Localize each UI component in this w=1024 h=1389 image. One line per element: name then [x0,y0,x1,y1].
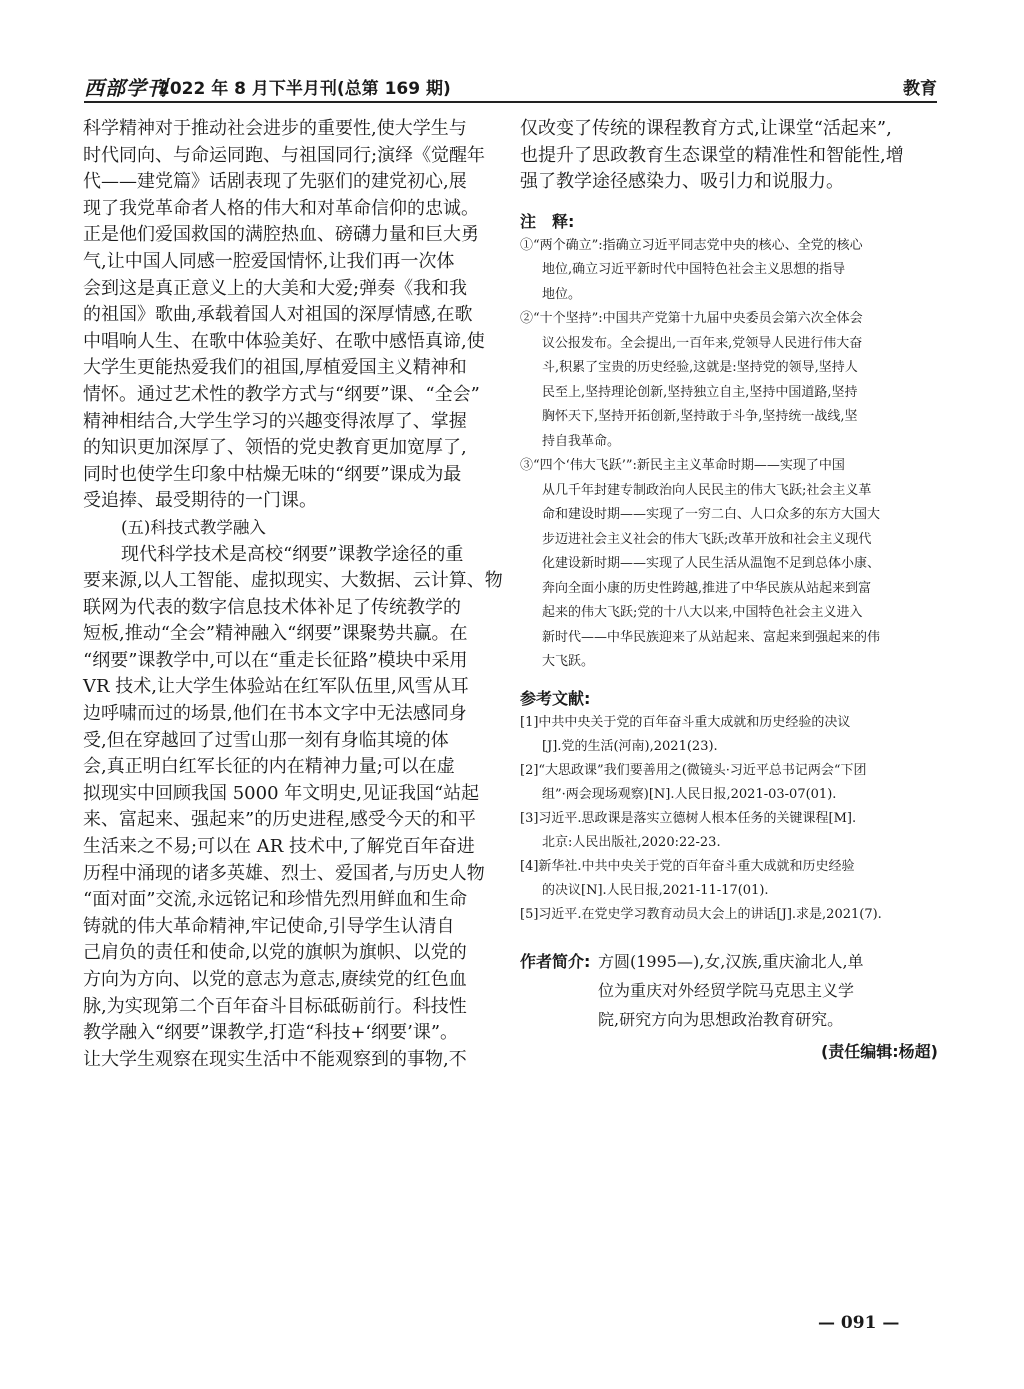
note-line: 胸怀天下,坚持开拓创新,坚持敢于斗争,坚持统一战线,坚 [542,409,858,425]
body-line: 气,让中国人同感一腔爱国情怀,让我们再一次体 [83,250,455,272]
reference-item [520,759,938,807]
body-line: 的祖国》歌曲,承载着国人对祖国的深厚情感,在歌 [83,304,473,326]
reference-line: [5]习近平.在党史学习教育动员大会上的讲话[J].求是,2021(7). [520,906,882,922]
right-column [520,116,938,1066]
running-header [84,72,937,98]
note-line: 议公报发布。全会提出,一百年来,党领导人民进行伟大奋 [542,335,863,351]
body-line: 中唱响人生、在歌中体验美好、在歌中感悟真谛,使 [83,330,485,352]
body-line: VR 技术,让大学生体验站在红军队伍里,风雪从耳 [83,676,469,698]
reference-line: [3]习近平.思政课是落实立德树人根本任务的关键课程[M]. [520,810,857,826]
body-line: 情怀。通过艺术性的教学方式与“纲要”课、“全会” [83,383,480,405]
body-line: 让大学生观察在现实生活中不能观察到的事物,不 [83,1048,467,1070]
body-line: 边呼啸而过的场景,他们在书本文字中无法感同身 [83,703,467,725]
note-line: 步迈进社会主义社会的伟大飞跃;改革开放和社会主义现代 [542,531,872,547]
body-line: 精神相结合,大学生学习的兴趣变得浓厚了、掌握 [83,410,467,432]
reference-line: [2]“大思政课”我们要善用之(微镜头·习近平总书记两会“下团 [520,762,867,778]
body-line: 拟现实中回顾我国 5000 年文明史,见证我国“站起 [83,782,480,804]
note-item [520,454,938,675]
page-number: — 091 — [818,1313,900,1333]
note-line: ③“四个‘伟大飞跃’”:新民主主义革命时期——实现了中国 [520,458,845,474]
body-line: 现代科学技术是高校“纲要”课教学途径的重 [121,543,464,565]
body-line: 联网为代表的数字信息技术体补足了传统教学的 [83,596,461,618]
body-line: 科学精神对于推动社会进步的重要性,使大学生与 [83,118,467,139]
note-line: 命和建设时期——实现了一穷二白、人口众多的东方大国大 [542,507,881,523]
note-line: 从几千年封建专制政治向人民民主的伟大飞跃;社会主义革 [542,482,872,498]
note-line: 持自我革命。 [542,433,621,449]
author-line: 位为重庆对外经贸学院马克思主义学 [598,980,855,1000]
note-line: ②“十个坚持”:中国共产党第十九届中央委员会第六次全体会 [520,311,863,327]
reference-item [520,855,938,903]
author-line: 方圆(1995—),女,汉族,重庆渝北人,单 [598,951,864,971]
header-rule [84,101,937,103]
body-line: 会到这是真正意义上的大美和大爱;弹奏《我和我 [83,277,468,299]
body-line: 正是他们爱国救国的满腔热血、磅礴力量和巨大勇 [83,224,479,246]
body-line: 同时也使学生印象中枯燥无味的“纲要”课成为最 [83,463,462,485]
reference-line: [J].党的生活(河南),2021(23). [542,738,718,754]
note-line: 大飞跃。 [542,654,595,670]
author-line: 院,研究方向为思想政治教育研究。 [598,1009,844,1029]
body-line: 会,真正明白红军长征的内在精神力量;可以在虚 [83,756,455,778]
reference-item [520,903,938,927]
body-line: 历程中涌现的诸多英雄、烈士、爱国者,与历史人物 [83,862,485,884]
body-line: 己肩负的责任和使命,以党的旗帜为旗帜、以党的 [83,942,467,964]
note-line: 斗,积累了宝贵的历史经验,这就是:坚持党的领导,坚持人 [542,360,858,376]
left-column [83,116,501,1073]
body-line: “面对面”交流,永远铭记和珍惜先烈用鲜血和生命 [83,889,468,911]
body-line: 受追捧、最受期待的一门课。 [83,490,317,512]
body-line: 脉,为实现第二个百年奋斗目标砥砺前行。科技性 [83,995,467,1017]
body-line: 铸就的伟大革命精神,牢记使命,引导学生认清自 [83,915,455,937]
body-line: 时代同向、与命运同跑、与祖国同行;演绎《觉醒年 [83,144,486,166]
note-item [520,307,938,454]
body-line: 方向为方向、以党的意志为意志,赓续党的红色血 [83,969,467,990]
author-label: 作者简介: [520,951,591,971]
note-line: ①“两个确立”:指确立习近平同志党中央的核心、全党的核心 [520,237,863,253]
body-line: 生活来之不易;可以在 AR 技术中,了解党百年奋进 [83,836,475,858]
note-line: 起来的伟大飞跃;党的十八大以来,中国特色社会主义进入 [542,605,863,621]
reference-line: 的决议[N].人民日报,2021-11-17(01). [542,882,769,898]
body-line: 代——建党篇》话剧表现了先驱们的建党初心,展 [83,171,467,193]
notes-title: 注 释: [520,211,575,231]
author-bio [520,947,938,1034]
body-line: 受,但在穿越回了过雪山那一刻有身临其境的体 [83,729,449,751]
note-line: 地位,确立习近平新时代中国特色社会主义思想的指导 [542,262,846,278]
body-line: 来、富起来、强起来”的历史进程,感受今天的和平 [83,809,476,831]
body-line: 大学生更能热爱我们的祖国,厚植爱国主义精神和 [83,357,467,379]
note-item [520,234,938,308]
references-title: 参考文献: [520,688,591,708]
reference-line: [1]中共中央关于党的百年奋斗重大成就和历史经验的决议 [520,714,851,730]
reference-item [520,807,938,855]
body-line: 强了教学途径感染力、吸引力和说服力。 [520,171,844,193]
section-name: 教育 [903,79,937,99]
issue-info: 2022 年 8 月下半月刊(总第 169 期) [158,79,451,99]
body-line: 短板,推动“全会”精神融入“纲要”课聚势共赢。在 [83,623,468,645]
body-line: 现了我党革命者人格的伟大和对革命信仰的忠诚。 [83,197,479,219]
note-line: 地位。 [542,286,582,302]
body-line: 仅改变了传统的课程教育方式,让课堂“活起来”, [520,118,892,139]
body-line: 要来源,以人工智能、虚拟现实、大数据、云计算、物 [83,570,503,592]
responsible-editor: (责任编辑:杨超) [820,1041,938,1061]
note-line: 新时代——中华民族迎来了从站起来、富起来到强起来的伟 [542,629,881,645]
reference-line: 组”·两会现场观察)[N].人民日报,2021-03-07(01). [542,786,837,802]
body-line: 教学融入“纲要”课教学,打造“科技+‘纲要’课”。 [83,1022,459,1044]
note-line: 奔向全面小康的历史性跨越,推进了中华民族从站起来到富 [542,580,872,596]
body-line: “纲要”课教学中,可以在“重走长征路”模块中采用 [83,649,468,671]
body-line: 的知识更加深厚了、领悟的党史教育更加宽厚了, [83,437,467,459]
reference-line: [4]新华社.中共中央关于党的百年奋斗重大成就和历史经验 [520,858,855,874]
journal-logo: 西部学刊 [84,76,168,100]
note-line: 化建设新时期——实现了人民生活从温饱不足到总体小康、 [542,556,881,572]
body-line: 也提升了思政教育生态课堂的精准性和智能性,增 [520,144,904,166]
reference-line: 北京:人民出版社,2020:22-23. [542,834,721,850]
note-line: 民至上,坚持理论创新,坚持独立自主,坚持中国道路,坚持 [542,384,858,400]
section-subheading: (五)科技式教学融入 [121,517,266,537]
reference-item [520,711,938,759]
